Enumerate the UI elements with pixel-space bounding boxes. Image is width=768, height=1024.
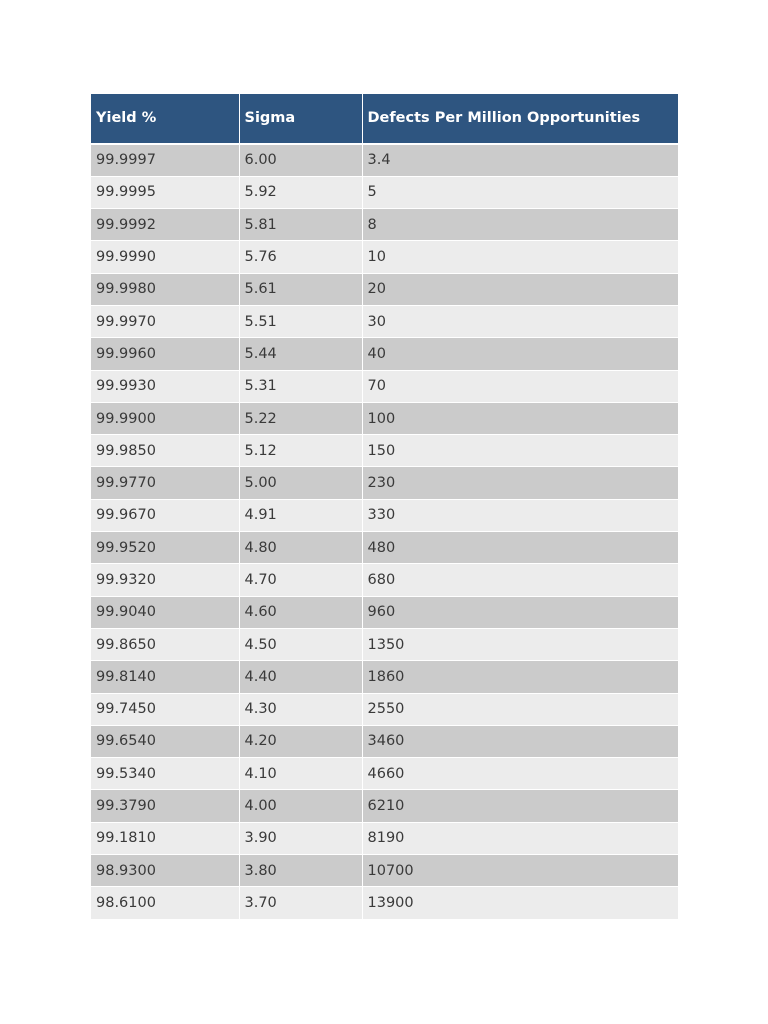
- sigma-table-container: [91, 94, 678, 920]
- yield-cell: 99.9997: [91, 144, 239, 176]
- sigma-cell: 4.20: [239, 725, 362, 757]
- header-sigma: Sigma: [239, 94, 362, 144]
- sigma-conversion-table: [91, 94, 678, 920]
- yield-cell: 99.6540: [91, 725, 239, 757]
- yield-cell: 99.9900: [91, 402, 239, 434]
- sigma-cell: 5.00: [239, 467, 362, 499]
- yield-cell: 99.9770: [91, 467, 239, 499]
- table-row: [91, 628, 678, 660]
- table-row: [91, 370, 678, 402]
- dpmo-cell: 70: [362, 370, 678, 402]
- yield-cell: 99.9990: [91, 241, 239, 273]
- yield-cell: 99.9980: [91, 273, 239, 305]
- table-header: [91, 94, 678, 144]
- yield-cell: 99.9960: [91, 338, 239, 370]
- table-row: [91, 176, 678, 208]
- yield-cell: 99.9930: [91, 370, 239, 402]
- sigma-cell: 5.22: [239, 402, 362, 434]
- sigma-cell: 5.92: [239, 176, 362, 208]
- yield-cell: 99.9520: [91, 532, 239, 564]
- dpmo-cell: 3.4: [362, 144, 678, 176]
- sigma-cell: 5.76: [239, 241, 362, 273]
- table-row: [91, 241, 678, 273]
- sigma-cell: 5.12: [239, 435, 362, 467]
- sigma-cell: 4.10: [239, 758, 362, 790]
- sigma-cell: 3.70: [239, 887, 362, 919]
- table-row: [91, 338, 678, 370]
- sigma-cell: 5.51: [239, 305, 362, 337]
- dpmo-cell: 8190: [362, 822, 678, 854]
- sigma-cell: 4.70: [239, 564, 362, 596]
- dpmo-cell: 8: [362, 209, 678, 241]
- dpmo-cell: 4660: [362, 758, 678, 790]
- table-row: [91, 661, 678, 693]
- yield-cell: 98.6100: [91, 887, 239, 919]
- table-row: [91, 596, 678, 628]
- yield-cell: 99.5340: [91, 758, 239, 790]
- yield-cell: 98.9300: [91, 855, 239, 887]
- yield-cell: 99.9992: [91, 209, 239, 241]
- table-row: [91, 790, 678, 822]
- dpmo-cell: 13900: [362, 887, 678, 919]
- sigma-cell: 4.91: [239, 499, 362, 531]
- dpmo-cell: 40: [362, 338, 678, 370]
- table-row: [91, 887, 678, 919]
- sigma-cell: 4.50: [239, 628, 362, 660]
- table-row: [91, 855, 678, 887]
- yield-cell: 99.9995: [91, 176, 239, 208]
- dpmo-cell: 2550: [362, 693, 678, 725]
- dpmo-cell: 6210: [362, 790, 678, 822]
- table-row: [91, 758, 678, 790]
- dpmo-cell: 10: [362, 241, 678, 273]
- header-row: [91, 94, 678, 144]
- dpmo-cell: 330: [362, 499, 678, 531]
- header-yield: Yield %: [91, 94, 239, 144]
- table-row: [91, 209, 678, 241]
- sigma-cell: 4.60: [239, 596, 362, 628]
- table-row: [91, 532, 678, 564]
- sigma-cell: 5.81: [239, 209, 362, 241]
- table-row: [91, 273, 678, 305]
- yield-cell: 99.9970: [91, 305, 239, 337]
- table-row: [91, 822, 678, 854]
- table-row: [91, 725, 678, 757]
- table-row: [91, 693, 678, 725]
- table-row: [91, 402, 678, 434]
- dpmo-cell: 30: [362, 305, 678, 337]
- dpmo-cell: 10700: [362, 855, 678, 887]
- yield-cell: 99.9320: [91, 564, 239, 596]
- dpmo-cell: 1860: [362, 661, 678, 693]
- yield-cell: 99.8650: [91, 628, 239, 660]
- dpmo-cell: 680: [362, 564, 678, 596]
- yield-cell: 99.7450: [91, 693, 239, 725]
- table-row: [91, 499, 678, 531]
- dpmo-cell: 100: [362, 402, 678, 434]
- sigma-cell: 5.31: [239, 370, 362, 402]
- dpmo-cell: 20: [362, 273, 678, 305]
- sigma-cell: 5.61: [239, 273, 362, 305]
- table-row: [91, 144, 678, 176]
- table-row: [91, 564, 678, 596]
- yield-cell: 99.9040: [91, 596, 239, 628]
- header-dpmo: Defects Per Million Opportunities: [362, 94, 678, 144]
- sigma-cell: 4.30: [239, 693, 362, 725]
- dpmo-cell: 3460: [362, 725, 678, 757]
- dpmo-cell: 960: [362, 596, 678, 628]
- sigma-cell: 3.80: [239, 855, 362, 887]
- sigma-cell: 4.00: [239, 790, 362, 822]
- dpmo-cell: 230: [362, 467, 678, 499]
- yield-cell: 99.1810: [91, 822, 239, 854]
- dpmo-cell: 480: [362, 532, 678, 564]
- sigma-cell: 3.90: [239, 822, 362, 854]
- table-row: [91, 467, 678, 499]
- dpmo-cell: 150: [362, 435, 678, 467]
- yield-cell: 99.8140: [91, 661, 239, 693]
- dpmo-cell: 1350: [362, 628, 678, 660]
- table-body: [91, 144, 678, 919]
- sigma-cell: 4.40: [239, 661, 362, 693]
- table-row: [91, 305, 678, 337]
- dpmo-cell: 5: [362, 176, 678, 208]
- sigma-cell: 5.44: [239, 338, 362, 370]
- yield-cell: 99.9850: [91, 435, 239, 467]
- table-row: [91, 435, 678, 467]
- yield-cell: 99.3790: [91, 790, 239, 822]
- sigma-cell: 4.80: [239, 532, 362, 564]
- sigma-cell: 6.00: [239, 144, 362, 176]
- yield-cell: 99.9670: [91, 499, 239, 531]
